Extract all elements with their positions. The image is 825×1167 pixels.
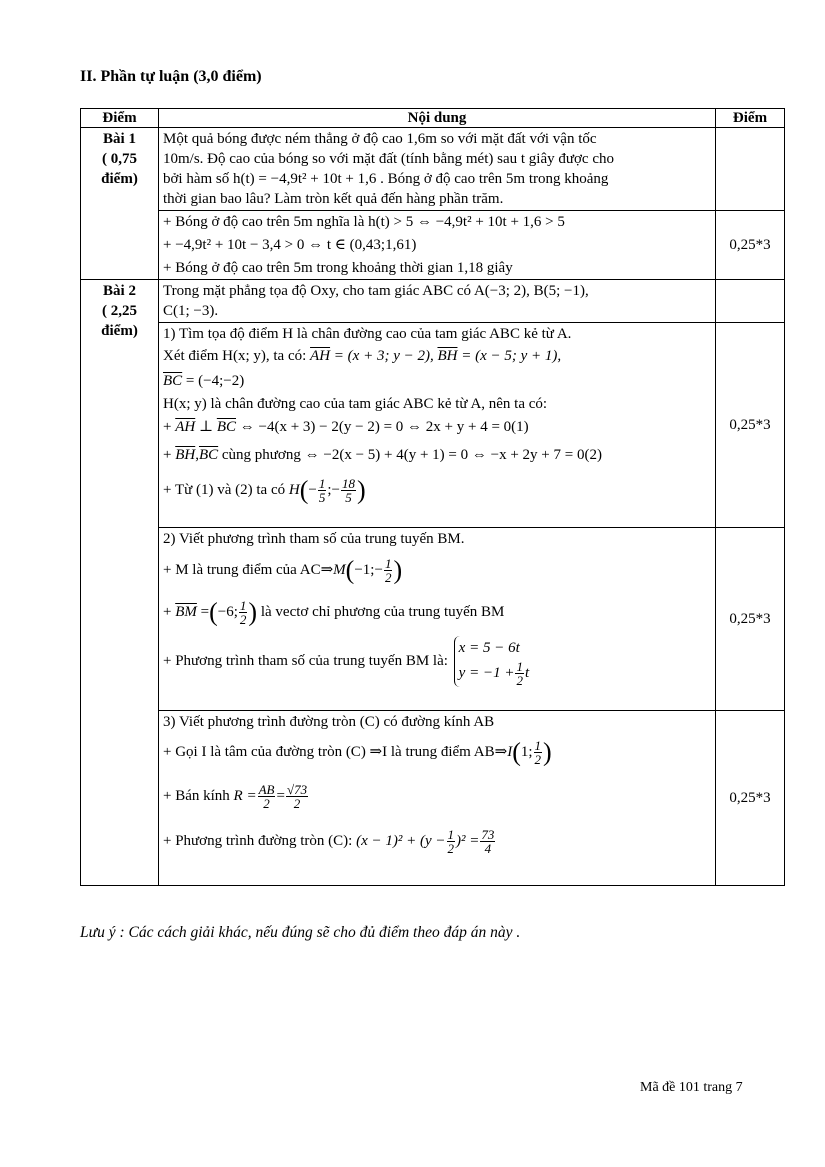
page-footer: Mã đề 101 trang 7 <box>640 1080 743 1095</box>
table-row <box>81 128 785 211</box>
part1-points: 0,25*3 <box>716 323 785 528</box>
part3-line1: + Gọi I là tâm của đường tròn (C) ⇒I là trung điểm AB⇒I(1; $\frac{1}{2}$ ) <box>163 737 552 768</box>
bai1-points: 0,25*3 <box>716 211 785 280</box>
bai1-solution: + Bóng ở độ cao trên 5m nghĩa là h(t) > 5 ⇔ −4,9t² + 10t + 1,6 > 5 + −4,9t² + 10t − 3,4 > 0 ⇔ t ∈ (0,43;1,61) + Bóng ở độ cao trên 5m trong khoảng thời gian 1,18 giây <box>159 211 716 280</box>
bai2-part3 <box>159 711 716 886</box>
part2-points: 0,25*3 <box>716 528 785 711</box>
part1-title: 1) Tìm tọa độ điểm H là chân đường cao của tam giác ABC kẻ từ A. <box>163 326 572 342</box>
part3-points: 0,25*3 <box>716 711 785 886</box>
note: Lưu ý : Các cách giải khác, nếu đúng sẽ cho đủ điểm theo đáp án này . <box>80 924 521 941</box>
bai1-problem-points <box>716 128 785 211</box>
fraction: $\frac{73}{4}$ <box>481 827 495 857</box>
part2-line3: + Phương trình tham số của trung tuyến BM là: x = 5 − 6t y = −1 + $\frac{1}{2}$ t <box>163 633 711 689</box>
bai2-problem: Trong mặt phẳng tọa độ Oxy, cho tam giác ABC có A(−3; 2), B(5; −1), C(1; −3). <box>159 280 716 323</box>
table-row <box>81 323 785 528</box>
bai1-label: Bài 1 ( 0,75 điểm) <box>81 128 159 280</box>
fraction: $\frac{1}{2}$ <box>447 827 455 857</box>
fraction: $\frac{1}{5}$ <box>318 476 326 506</box>
part1-line5: + $\overline{BH},\overline{BC}$ cùng phương ⇔ −2(x − 5) + 4(y + 1) = 0 ⇔ −x + 2y + 7 = 0(2) <box>163 447 602 463</box>
fraction: $\frac{√73}{2}$ <box>286 782 308 812</box>
table-row <box>81 280 785 323</box>
bai2-label: Bài 2 ( 2,25 điểm) <box>81 280 159 886</box>
table-row <box>81 211 785 280</box>
part1-line3: H(x; y) là chân đường cao của tam giác ABC kẻ từ A, nên ta có: <box>163 396 548 412</box>
part1-line6: + Từ (1) và (2) ta có H(− $\frac{1}{5}$ ;− $\frac{18}{5}$ ) <box>163 475 366 506</box>
parametric-system: x = 5 − 6t y = −1 + $\frac{1}{2}$ t <box>454 636 529 687</box>
fraction: $\frac{1}{2}$ <box>516 659 523 689</box>
table-row <box>81 711 785 886</box>
fraction: $\frac{AB}{2}$ <box>258 782 275 812</box>
bai2-problem-points <box>716 280 785 323</box>
fraction: $\frac{1}{2}$ <box>534 738 542 768</box>
part2-line1: + M là trung điểm của AC⇒M(−1;− $\frac{1}{2}$ ) <box>163 555 403 586</box>
fraction: $\frac{1}{2}$ <box>384 556 392 586</box>
part3-title: 3) Viết phương trình đường tròn (C) có đường kính AB <box>163 714 495 730</box>
header-content: Nội dung <box>159 109 716 128</box>
part3-line3: + Phương trình đường tròn (C): (x − 1)² + (y − $\frac{1}{2}$ )² = $\frac{73}{4}$ <box>163 827 495 857</box>
answer-table <box>80 108 785 886</box>
part3-line2: + Bán kính R = $\frac{AB}{2}$ = $\frac{√73}{2}$ <box>163 782 308 812</box>
fraction: $\frac{1}{2}$ <box>239 598 247 628</box>
header-points-left: Điểm <box>81 109 159 128</box>
table-row <box>81 528 785 711</box>
table-header-row <box>81 109 785 128</box>
part1-line2: $\overline{BC}$ = (−4;−2) <box>163 373 245 389</box>
part1-line4: + $\overline{AH}$ ⊥ $\overline{BC}$ ⇔ −4(x + 3) − 2(y − 2) = 0 ⇔ 2x + y + 4 = 0(1) <box>163 419 529 435</box>
header-points-right: Điểm <box>716 109 785 128</box>
part2-line2: + $\overline{BM} =(-6$; $\frac{1}{2}$ ) là vectơ chỉ phương của trung tuyến BM <box>163 597 505 628</box>
fraction: $\frac{18}{5}$ <box>341 476 355 506</box>
bai2-part1 <box>159 323 716 528</box>
part1-line1: Xét điểm H(x; y), ta có: $\overline{AH} = (x + 3$; y − 2), $\overline{BH} = (x - 5$; y + 1), <box>163 348 562 364</box>
bai2-part2 <box>159 528 716 711</box>
part2-title: 2) Viết phương trình tham số của trung tuyến BM. <box>163 531 465 547</box>
bai1-problem: Một quả bóng được ném thẳng ở độ cao 1,6m so với mặt đất với vận tốc 10m/s. Độ cao của bóng so với mặt đất (tính bằng mét) sau t giây được cho bởi hàm số h(t) = −4,9t² + 10t + 1,6 . Bóng ở độ cao trên 5m trong khoảng thời gian bao lâu? Làm tròn kết quả đến hàng phần trăm. <box>159 128 716 211</box>
section-heading: II. Phần tự luận (3,0 điểm) <box>80 68 262 85</box>
